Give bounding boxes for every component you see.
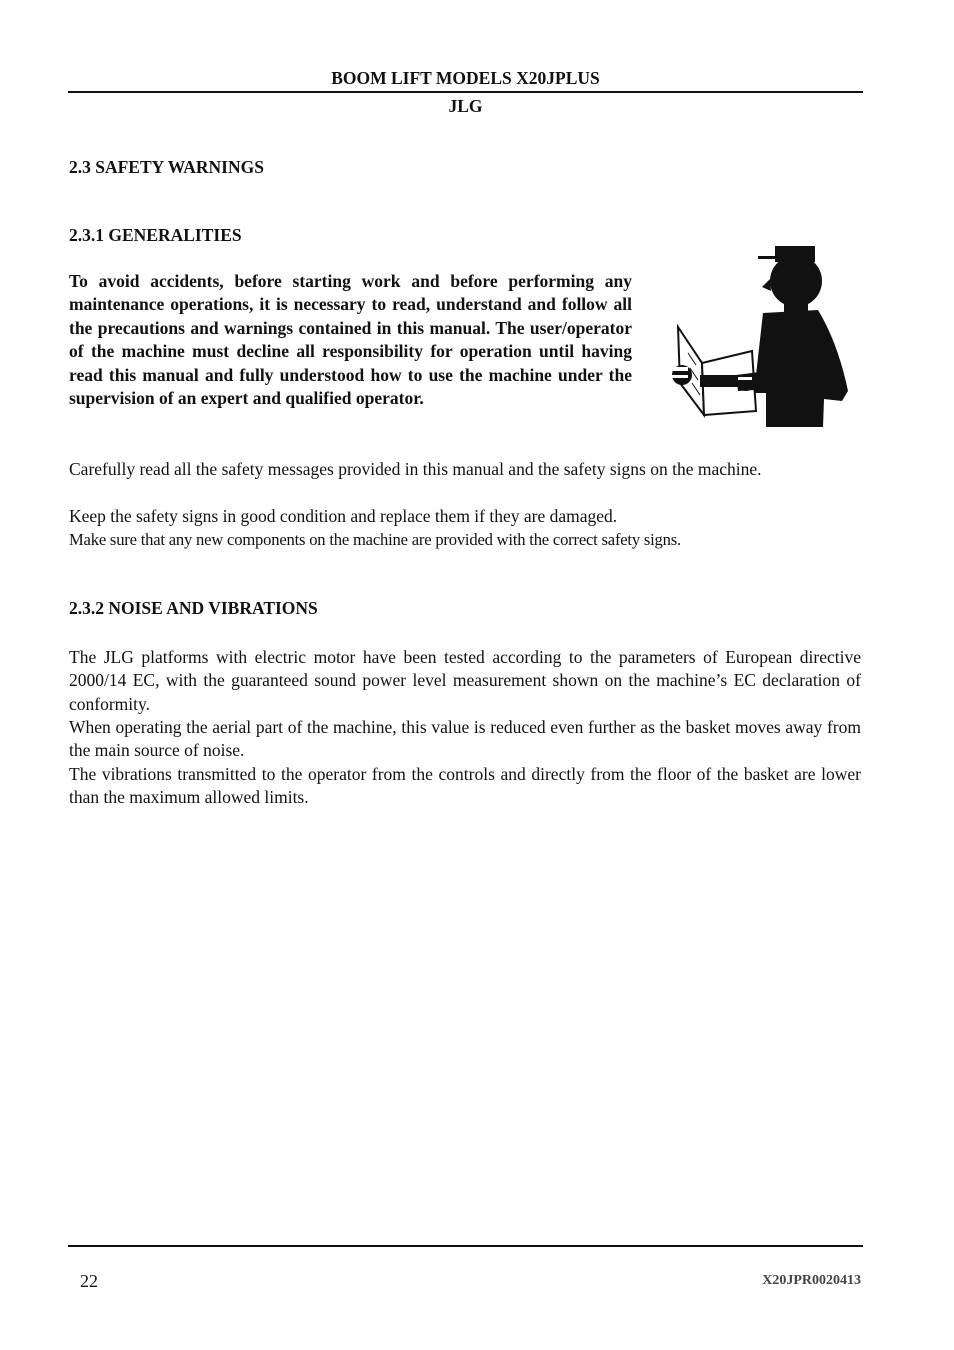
page-number: 22 [80, 1271, 98, 1291]
header-title: BOOM LIFT MODELS X20JPLUS [331, 68, 600, 88]
document-code: X20JPR0020413 [762, 1273, 861, 1288]
footer-divider [68, 1245, 863, 1247]
vibrations-paragraph: The vibrations transmitted to the operator from the controls and directly from the floor of the basket are lower than the maximum allowed limits. [69, 764, 861, 808]
header-brand: JLG [448, 96, 483, 116]
new-components-paragraph: Make sure that any new components on the machine are provided with the correct safety signs. [69, 530, 681, 549]
noise-heading: 2.3.2 NOISE AND VIBRATIONS [69, 598, 318, 618]
person-reading-manual-icon [668, 243, 852, 429]
read-safety-messages-paragraph: Carefully read all the safety messages provided in this manual and the safety signs on the machine. [69, 459, 762, 479]
aerial-noise-paragraph: When operating the aerial part of the machine, this value is reduced even further as the basket moves away from the main source of noise. [69, 717, 861, 761]
keep-signs-paragraph: Keep the safety signs in good condition and replace them if they are damaged. [69, 506, 618, 526]
noise-test-paragraph: The JLG platforms with electric motor have been tested according to the parameters of European directive 2000/14 EC, with the guaranteed sound power level measurement shown on the machine’s EC declaration of conformity. [69, 647, 861, 714]
generalities-heading: 2.3.1 GENERALITIES [69, 225, 242, 245]
header-divider [68, 91, 863, 93]
section-heading: 2.3 SAFETY WARNINGS [69, 157, 264, 177]
safety-warning-paragraph: To avoid accidents, before starting work and before performing any maintenance operations, it is necessary to read, understand and follow all the precautions and warnings contained in this manual. The user/operator of the machine must decline all responsibility for operation until having read this manual and fully understood how to use the machine under the supervision of an expert and qualified operator. [69, 271, 632, 409]
